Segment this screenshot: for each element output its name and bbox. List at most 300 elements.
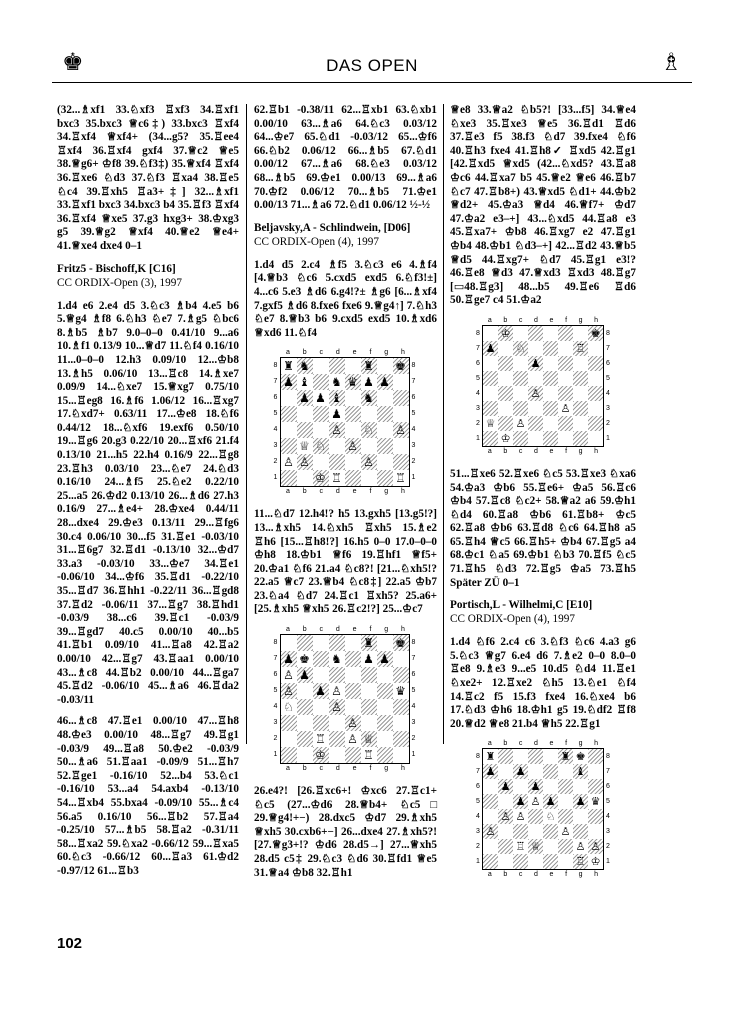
board-square	[528, 764, 543, 779]
rank-label: 2	[273, 458, 278, 466]
chess-piece-square: ♙	[588, 839, 603, 854]
file-label: f	[369, 765, 372, 773]
board-square	[558, 431, 573, 446]
rank-label: 1	[411, 751, 416, 759]
rank-label: 5	[273, 410, 278, 418]
chess-board	[280, 634, 410, 764]
board-square	[513, 326, 528, 341]
chess-piece-square: ♝	[329, 390, 345, 406]
board-square	[313, 667, 329, 683]
board-square	[558, 341, 573, 356]
rank-labels	[272, 635, 280, 763]
rank-label: 8	[476, 753, 480, 761]
board-square	[513, 749, 528, 764]
rank-label: 4	[606, 389, 610, 397]
chess-piece-square: ♛	[345, 374, 361, 390]
rank-label: 7	[273, 655, 278, 663]
chess-piece-square: ♟	[331, 407, 342, 422]
board-square	[483, 809, 498, 824]
chess-diagram	[474, 739, 612, 879]
chess-piece-square: ♙	[361, 454, 377, 470]
chess-piece-square: ♙	[297, 454, 313, 470]
board-square	[513, 779, 528, 794]
board-square	[543, 779, 558, 794]
file-label: b	[503, 871, 508, 879]
file-label: c	[518, 447, 523, 455]
file-label: b	[503, 316, 508, 324]
game-players: Portisch,L - Wilhelmi,C [E10]	[450, 599, 593, 612]
rank-label: 6	[606, 359, 610, 367]
rank-label: 2	[476, 843, 480, 851]
file-label: c	[319, 488, 323, 496]
board-square	[498, 341, 513, 356]
moves-text: 62.♖b1 -0.38/11 62...♖xb1 63.♘xb1 0.00/10 63...♗a6 64.♘c3 0.03/12 64...♔e7 65.♘d1 -0.03/12 65...♔f6 66.♘b2 0.06/12 66...♗b5 67.♘d1 0.00/12 67...♗a6 68.♘e3 0.03/12 68...♗b5 69.♔e1 0.00/13 69...♗a6 70.♔f2 0.06/12 70...♗b5 71.♔e1 0.00/13 71...♗a6 72.♘d1 0.06/12 ½-½	[254, 104, 437, 212]
file-label: h	[401, 765, 405, 773]
chess-piece-square: ♖	[515, 840, 526, 854]
board-square	[573, 386, 588, 401]
chess-piece-square: ♜	[361, 358, 377, 374]
board-square	[558, 356, 573, 371]
board-square	[588, 371, 603, 386]
chess-piece-square: ♚	[393, 358, 409, 374]
chess-board	[280, 357, 410, 487]
board-square	[281, 731, 297, 747]
file-label: d	[534, 871, 538, 879]
chess-piece-square: ♛	[590, 795, 601, 809]
board-square	[297, 422, 313, 438]
board-square	[483, 356, 498, 371]
board-square	[483, 371, 498, 386]
board-square	[558, 371, 573, 386]
rank-label: 7	[476, 344, 480, 352]
rank-label: 3	[273, 442, 278, 450]
chess-piece-square: ♙	[393, 422, 409, 438]
chess-piece-square: ♖	[363, 748, 374, 763]
board-square	[329, 438, 345, 454]
board-square	[588, 749, 603, 764]
board-square	[345, 454, 361, 470]
chess-piece-square: ♚	[393, 635, 409, 651]
board-square	[281, 635, 297, 651]
file-labels	[474, 447, 612, 456]
chess-piece-square: ♞	[297, 358, 313, 374]
board-square	[528, 824, 543, 839]
game-heading	[450, 598, 636, 626]
file-label: f	[369, 626, 372, 634]
file-label: c	[319, 765, 323, 773]
rank-label: 7	[411, 378, 416, 386]
rank-labels	[474, 749, 482, 869]
rank-label: 8	[411, 639, 416, 647]
moves-text: 1.d4 d5 2.c4 ♗f5 3.♘c3 e6 4.♗f4 [4.♕b3 ♘c6 5.cxd5 exd5 6.♘f3!±] 4...c6 5.e3 ♗d6 6.g4!?± ♗g6 [6...♗xf4 7.gxf5 ♗d6 8.fxe6 fxe6 9.♕g4↑] 7.♘h3 ♘e7 8.♕b3 b6 9.cxd5 exd5 10.♗xd6 ♕xd6 11.♘f4	[254, 258, 437, 339]
file-label: g	[578, 740, 583, 748]
board-square	[313, 715, 329, 731]
board-square	[377, 635, 393, 651]
board-square	[558, 794, 573, 809]
board-square	[483, 839, 498, 854]
board-square	[498, 839, 513, 854]
board-square	[498, 794, 513, 809]
rank-label: 6	[476, 359, 480, 367]
file-label: a	[487, 447, 492, 455]
column-2	[254, 104, 437, 888]
board-square	[573, 809, 588, 824]
board-square	[361, 438, 377, 454]
chess-piece-square: ♟	[377, 374, 393, 390]
file-labels	[272, 764, 420, 773]
rank-label: 3	[606, 404, 610, 412]
moves-text: 1.d4 e6 2.e4 d5 3.♘c3 ♗b4 4.e5 b6 5.♕g4 ♗f8 6.♘h3 ♘e7 7.♗g5 ♘bc6 8.♗b5 ♗b7 9.0–0–0 0.41/10 9...a6 10.♗f1 0.13/9 10...♕d7 11.♘f4 0.16/10 11...0–0–0 12.h3 0.09/10 12...♔b8 13.♗h5 0.06/10 13...♖c8 14.♗xe7 0.09/9 14...♘xe7 15.♕xg7 0.75/10 15...♖eg8 16.♗f6 1.06/12 16...♖xg7 17.♘xd7+ 0.63/11 17...♔e8 18.♘f6 0.44/12 18...♘xf6 19.exf6 0.50/10 19...♖g6 20.g3 0.22/10 20...♖xf6 21.f4 0.13/10 21...h5 22.h4 0.16/9 22...♖g8 23.♖h3 0.03/10 23...♘e7 24.♘d3 0.16/10 24...♗f5 25.♘e2 0.22/10 25...a5 26.♔d2 0.13/10 26...♗d6 27.h3 0.16/9 27...♗e4+ 28.♔xe4 0.44/11 28...dxe4 29.♔e3 0.13/11 29...♖fg6 30.c4 0.06/10 30...f5 31.♖e1 -0.03/10 31...♖6g7 32.♖d1 -0.13/10 32...♔d7 33.a3 -0.03/10 33...♔e7 34.♖e1 -0.06/10 34...♔f6 35.♖d1 -0.22/10 35...♖d7 36.♖hh1 -0.22/11 36...♖gd8 37.♖d2 -0.06/11 37...♖g7 38.♖hd1 -0.03/9 38...c6 39.♖c1 -0.03/9 39...♖gd7 40.c5 0.00/10 40...b5 41.♖b1 0.09/10 41...♖a8 42.♖a2 0.00/10 42...♖g7 43.♖aa1 0.00/10 43...♗c8 44.♖b2 0.00/10 44...♖ga7 45.♖d2 -0.06/10 45...♗a6 46.♖da2 -0.03/11	[57, 299, 239, 706]
board-square	[528, 416, 543, 431]
chess-piece-square: ♝	[573, 764, 588, 779]
rank-label: 3	[411, 719, 416, 727]
file-label: c	[518, 316, 523, 324]
chess-piece-square: ♙	[515, 810, 526, 824]
rank-label: 8	[476, 329, 480, 337]
file-label: g	[384, 626, 389, 634]
file-label: f	[565, 447, 568, 455]
chess-piece-square: ♞	[331, 652, 342, 667]
rank-label: 4	[476, 813, 480, 821]
rank-label: 1	[273, 474, 278, 482]
chess-piece-square: ♖	[315, 732, 326, 747]
file-label: b	[302, 765, 307, 773]
rank-label: 8	[411, 362, 416, 370]
board-square	[297, 470, 313, 486]
file-label: h	[594, 316, 599, 324]
rank-label: 2	[411, 458, 416, 466]
chess-piece-square: ♝	[299, 375, 310, 390]
rank-label: 1	[411, 474, 416, 482]
rank-label: 8	[273, 362, 278, 370]
board-square	[528, 371, 543, 386]
chess-piece-square: ♖	[331, 471, 342, 486]
board-square	[573, 431, 588, 446]
king-icon: ♚	[62, 50, 84, 76]
board-square	[588, 779, 603, 794]
board-square	[543, 341, 558, 356]
chess-piece-square: ♙	[560, 401, 571, 415]
file-label: a	[285, 488, 290, 496]
rank-label: 7	[476, 768, 480, 776]
chess-piece-square: ♕	[528, 839, 543, 854]
moves-text: 51...♖xe6 52.♖xe6 ♘c5 53.♖xe3 ♘xa6 54.♔a3 ♔b6 55.♖e6+ ♔a5 56.♖c6 ♔b4 57.♖c8 ♘c2+ 58.♕a2 a6 59.♔h1 ♘d4 60.♖a8 ♔b6 61.♖b8+ ♔c5 62.♖a8 ♔b6 63.♖d8 ♘c6 64.♖h8 a5 65.♖h4 ♕c5 66.♖h5+ ♔b4 67.♖g5 a4 68.♔c1 ♘a5 69.♔b1 ♘b3 70.♖f5 ♘c5 71.♖h5 ♘d3 72.♖g5 ♔a5 73.♖h5 Später ZÜ 0–1	[450, 467, 636, 589]
chess-piece-square: ♛	[395, 684, 406, 699]
file-label: d	[335, 488, 340, 496]
board-square	[558, 779, 573, 794]
board-square	[573, 824, 588, 839]
board-square	[498, 356, 513, 371]
board-square	[377, 358, 393, 374]
file-label: a	[487, 871, 492, 879]
board-square	[543, 326, 558, 341]
chess-board	[482, 325, 604, 447]
file-label: d	[534, 447, 538, 455]
board-square	[543, 386, 558, 401]
board-square	[329, 454, 345, 470]
chess-piece-square: ♙	[560, 825, 571, 839]
game-players: Beljavsky,A - Schlindwein, [D06]	[254, 221, 411, 234]
file-label: f	[565, 871, 568, 879]
chess-piece-square: ♙	[515, 416, 526, 430]
board-square	[498, 824, 513, 839]
chess-piece-square: ♔	[590, 855, 601, 869]
board-square	[313, 454, 329, 470]
rank-label: 3	[273, 719, 278, 727]
board-square	[281, 438, 297, 454]
board-square	[543, 371, 558, 386]
chess-piece-square: ♘	[545, 810, 556, 824]
board-square	[588, 416, 603, 431]
game-event: CC ORDIX-Open (4), 1997	[254, 235, 379, 248]
file-label: a	[285, 349, 290, 357]
file-label: h	[594, 447, 599, 455]
file-label: b	[503, 740, 508, 748]
board-square	[345, 390, 361, 406]
rank-label: 2	[273, 735, 278, 743]
file-label: a	[487, 316, 492, 324]
board-square	[345, 358, 361, 374]
board-square	[513, 401, 528, 416]
board-square	[528, 854, 543, 869]
chess-piece-square: ♟	[377, 651, 393, 667]
chess-piece-square: ♜	[283, 359, 294, 374]
file-label: g	[384, 349, 389, 357]
chess-piece-square: ♚	[299, 652, 310, 667]
moves-text: 46...♗c8 47.♖e1 0.00/10 47...♖h8 48.♔e3 0.00/10 48...♖g7 49.♖g1 -0.03/9 49...♖a8 50.♔e2 -0.03/9 50...♗a6 51.♖aa1 -0.09/9 51...♖h7 52.♖ge1 -0.16/10 52...b4 53.♘c1 -0.16/10 53...a4 54.axb4 -0.13/10 54...♖xb4 55.bxa4 -0.09/10 55...♗c4 56.a5 0.16/10 56...♖b2 57.♖a4 -0.25/10 57...♗b5 58.♖a2 -0.31/11 58...♖xa2 59.♘xa2 -0.66/12 59...♖xa5 60.♘c3 -0.66/12 60...♖a3 61.♔d2 -0.97/12 61...♖b3	[57, 715, 239, 877]
moves-text: 26.e4?! [26.♖xc6+! ♔xc6 27.♖c1+ ♘c5 (27...♔d6 28.♕b4+ ♘c5□ 29.♕g4!+−) 28.dxc5 ♔d7 29.♗xh5 ♕xh5 30.cxb6+−] 26...dxe4 27.♗xh5?! [27.♕g3+!? ♔d6 28.d5→] 27...♕xh5 28.d5 c5‡ 29.♘c3 ♘d6 30.♖fd1 ♕e5 31.♕a4 ♔b8 32.♖h1	[254, 785, 437, 879]
rank-label: 5	[476, 798, 480, 806]
running-header	[52, 46, 692, 83]
board-square	[498, 386, 513, 401]
file-labels	[474, 316, 612, 325]
board-square	[513, 431, 528, 446]
chess-piece-square: ♟	[363, 652, 374, 667]
board-square	[313, 406, 329, 422]
rank-labels	[272, 358, 280, 486]
chess-piece-square: ♙	[483, 824, 498, 839]
chess-piece-square: ♙	[283, 668, 294, 683]
board-square	[345, 667, 361, 683]
chess-piece-square: ♙	[575, 840, 586, 854]
chess-board	[482, 748, 604, 870]
chess-piece-square: ♟	[315, 391, 326, 406]
chess-piece-square: ♙	[281, 683, 297, 699]
board-square	[513, 356, 528, 371]
rank-label: 6	[273, 671, 278, 679]
board-square	[297, 731, 313, 747]
board-square	[483, 854, 498, 869]
column-3	[450, 104, 636, 891]
rank-label: 5	[606, 798, 610, 806]
board-square	[329, 635, 345, 651]
file-label: a	[285, 765, 290, 773]
board-square	[528, 749, 543, 764]
file-label: b	[302, 349, 307, 357]
board-square	[483, 326, 498, 341]
file-label: f	[369, 349, 372, 357]
chess-piece-square: ♟	[297, 667, 313, 683]
board-square	[558, 416, 573, 431]
file-label: g	[384, 488, 389, 496]
file-label: d	[335, 765, 340, 773]
file-label: d	[534, 316, 538, 324]
moves-text: ♕e8 33.♕a2 ♘b5?! [33...f5] 34.♕e4 ♘xe3 35.♖xe3 ♕e5 36.♖d1 ♖d6 37.♖e3 f5 38.f3 ♘d7 39.fxe4 ♘f6 40.♖h3 fxe4 41.♖h8✓ ♖xd5 42.♖g1 [42.♖xd5 ♕xd5 (42...♘xd5? 43.♖a8 ♔c6 44.♖xa7 b5 45.♕e2 ♕e6 46.♖b7 ♘c7 47.♖b8+) 43.♕xd5 ♘d1+ 44.♔b2 ♕d2+ 45.♔a3 ♕d4 46.♕f7+ ♔d7 47.♔a2 e3–+] 43...♘xd5 44.♖a8 e3 45.♖xa7+ ♔b8 46.♖xg7 e2 47.♖g1 ♔b4 48.♔b1 ♘d3–+] 42...♖d2 43.♕b5 ♕d5 44.♖xg7+ ♘d7 45.♖g1 e3!? 46.♖e8 ♕d3 47.♕xd3 ♖xd3 48.♖g7 [▭48.♖g3] 48...b5 49.♖e6 ♖d6 50.♖ge7 c4 51.♔a2	[450, 104, 636, 307]
board-square	[377, 438, 393, 454]
board-square	[377, 731, 393, 747]
rank-label: 4	[606, 813, 610, 821]
chess-piece-square: ♚	[588, 326, 603, 341]
rank-label: 1	[476, 858, 480, 866]
chess-piece-square: ♚	[575, 750, 586, 764]
board-square	[361, 699, 377, 715]
file-label: e	[352, 765, 357, 773]
file-label: h	[594, 871, 599, 879]
chess-piece-square: ♔	[313, 470, 329, 486]
board-square	[528, 401, 543, 416]
rank-label: 6	[411, 671, 416, 679]
board-square	[393, 651, 409, 667]
board-square	[588, 764, 603, 779]
board-square	[483, 794, 498, 809]
rank-label: 3	[476, 404, 480, 412]
board-square	[588, 356, 603, 371]
file-label: e	[352, 626, 357, 634]
rank-label: 3	[476, 828, 480, 836]
file-label: f	[369, 488, 372, 496]
chess-piece-square: ♜	[485, 750, 496, 764]
board-square	[345, 683, 361, 699]
board-square	[558, 839, 573, 854]
board-square	[297, 715, 313, 731]
board-square	[297, 747, 313, 763]
board-square	[377, 390, 393, 406]
chess-piece-square: ♟	[313, 683, 329, 699]
board-square	[377, 406, 393, 422]
file-label: e	[352, 349, 357, 357]
board-square	[498, 416, 513, 431]
rank-label: 5	[273, 687, 278, 695]
chess-piece-square: ♖	[395, 471, 406, 486]
board-square	[361, 683, 377, 699]
board-square	[543, 824, 558, 839]
board-square	[498, 764, 513, 779]
chess-piece-square: ♔	[313, 747, 329, 763]
board-square	[573, 416, 588, 431]
bishop-icon: ♗	[660, 50, 682, 76]
chess-piece-square: ♟	[297, 390, 313, 406]
board-square	[483, 401, 498, 416]
chess-piece-square: ♜	[558, 749, 573, 764]
game-event: CC ORDIX-Open (4), 1997	[450, 613, 575, 626]
board-square	[588, 824, 603, 839]
board-square	[313, 699, 329, 715]
board-square	[558, 764, 573, 779]
chess-diagram	[272, 625, 420, 773]
board-square	[393, 731, 409, 747]
file-label: d	[335, 626, 340, 634]
board-square	[588, 431, 603, 446]
board-square	[281, 747, 297, 763]
board-square	[573, 401, 588, 416]
chess-piece-square: ♙	[347, 732, 358, 747]
rank-label: 8	[606, 329, 610, 337]
moves-text: (32...♗xf1 33.♘xf3 ♖xf3 34.♖xf1 bxc3 35.bxc3 ♕c6‡) 33.bxc3 ♖xf4 34.♖xf4 ♕xf4+ (34...g5? 35.♖ee4 ♖xf4 36.♖xf4 gxf4 37.♕c2 ♕e5 38.♕g6+ ♔f8 39.♘f3‡) 35.♕xf4 ♖xf4 36.♖xe6 ♘d3 37.♘f3 ♖xa4 38.♖e5 ♘c4 39.♖xh5 ♖a3+‡] 32...♗xf1 33.♖xf1 bxc3 34.bxc3 b4 35.♖f3 ♖xf4 36.♖xf4 ♕xe5 37.g3 hxg3+ 38.♔xg3 g5 39.♕g2 ♕xf4 40.♕e2 ♕e4+ 41.♕xe4 dxe4 0–1	[57, 104, 239, 252]
chess-piece-square: ♘	[361, 422, 377, 438]
chess-piece-square: ♖	[573, 341, 588, 356]
page-number: 102	[57, 935, 83, 952]
board-square	[498, 401, 513, 416]
chess-piece-square: ♕	[361, 731, 377, 747]
chess-piece-square: ♟	[281, 374, 297, 390]
chess-piece-square: ♖	[573, 854, 588, 869]
chess-piece-square: ♟	[528, 356, 543, 371]
rank-label: 6	[411, 394, 416, 402]
rank-label: 2	[606, 419, 610, 427]
chess-piece-square: ♜	[361, 635, 377, 651]
rank-label: 2	[411, 735, 416, 743]
file-label: g	[578, 316, 583, 324]
chess-piece-square: ♙	[528, 386, 543, 401]
board-square	[281, 406, 297, 422]
file-label: h	[401, 488, 405, 496]
board-square	[393, 454, 409, 470]
board-square	[543, 401, 558, 416]
board-square	[313, 635, 329, 651]
board-square	[345, 699, 361, 715]
board-square	[573, 326, 588, 341]
board-square	[345, 422, 361, 438]
board-square	[513, 854, 528, 869]
board-square	[377, 667, 393, 683]
chess-piece-square: ♕	[299, 439, 310, 454]
chess-piece-square: ♟	[483, 764, 498, 779]
rank-label: 6	[476, 783, 480, 791]
board-square	[377, 715, 393, 731]
board-square	[528, 326, 543, 341]
board-square	[498, 749, 513, 764]
rank-labels	[604, 326, 612, 446]
file-label: h	[401, 626, 405, 634]
board-square	[513, 824, 528, 839]
board-square	[345, 406, 361, 422]
board-square	[345, 635, 361, 651]
chess-piece-square: ♟	[513, 794, 528, 809]
chess-piece-square: ♟	[498, 779, 513, 794]
chess-piece-square: ♟	[363, 375, 374, 390]
chess-piece-square: ♞	[361, 390, 377, 406]
game-heading	[254, 221, 437, 249]
rank-label: 7	[606, 768, 610, 776]
board-square	[297, 406, 313, 422]
board-square	[528, 341, 543, 356]
rank-label: 6	[606, 783, 610, 791]
file-labels	[474, 870, 612, 879]
chess-piece-square: ♕	[485, 416, 496, 430]
rank-label: 5	[476, 374, 480, 382]
board-square	[558, 854, 573, 869]
chess-piece-square: ♔	[500, 431, 511, 445]
file-label: c	[319, 626, 323, 634]
board-square	[513, 386, 528, 401]
rank-label: 2	[606, 843, 610, 851]
board-square	[377, 470, 393, 486]
board-square	[483, 779, 498, 794]
rank-label: 6	[273, 394, 278, 402]
chess-piece-square: ♟	[513, 764, 528, 779]
chess-piece-square: ♙	[329, 699, 345, 715]
board-square	[393, 438, 409, 454]
